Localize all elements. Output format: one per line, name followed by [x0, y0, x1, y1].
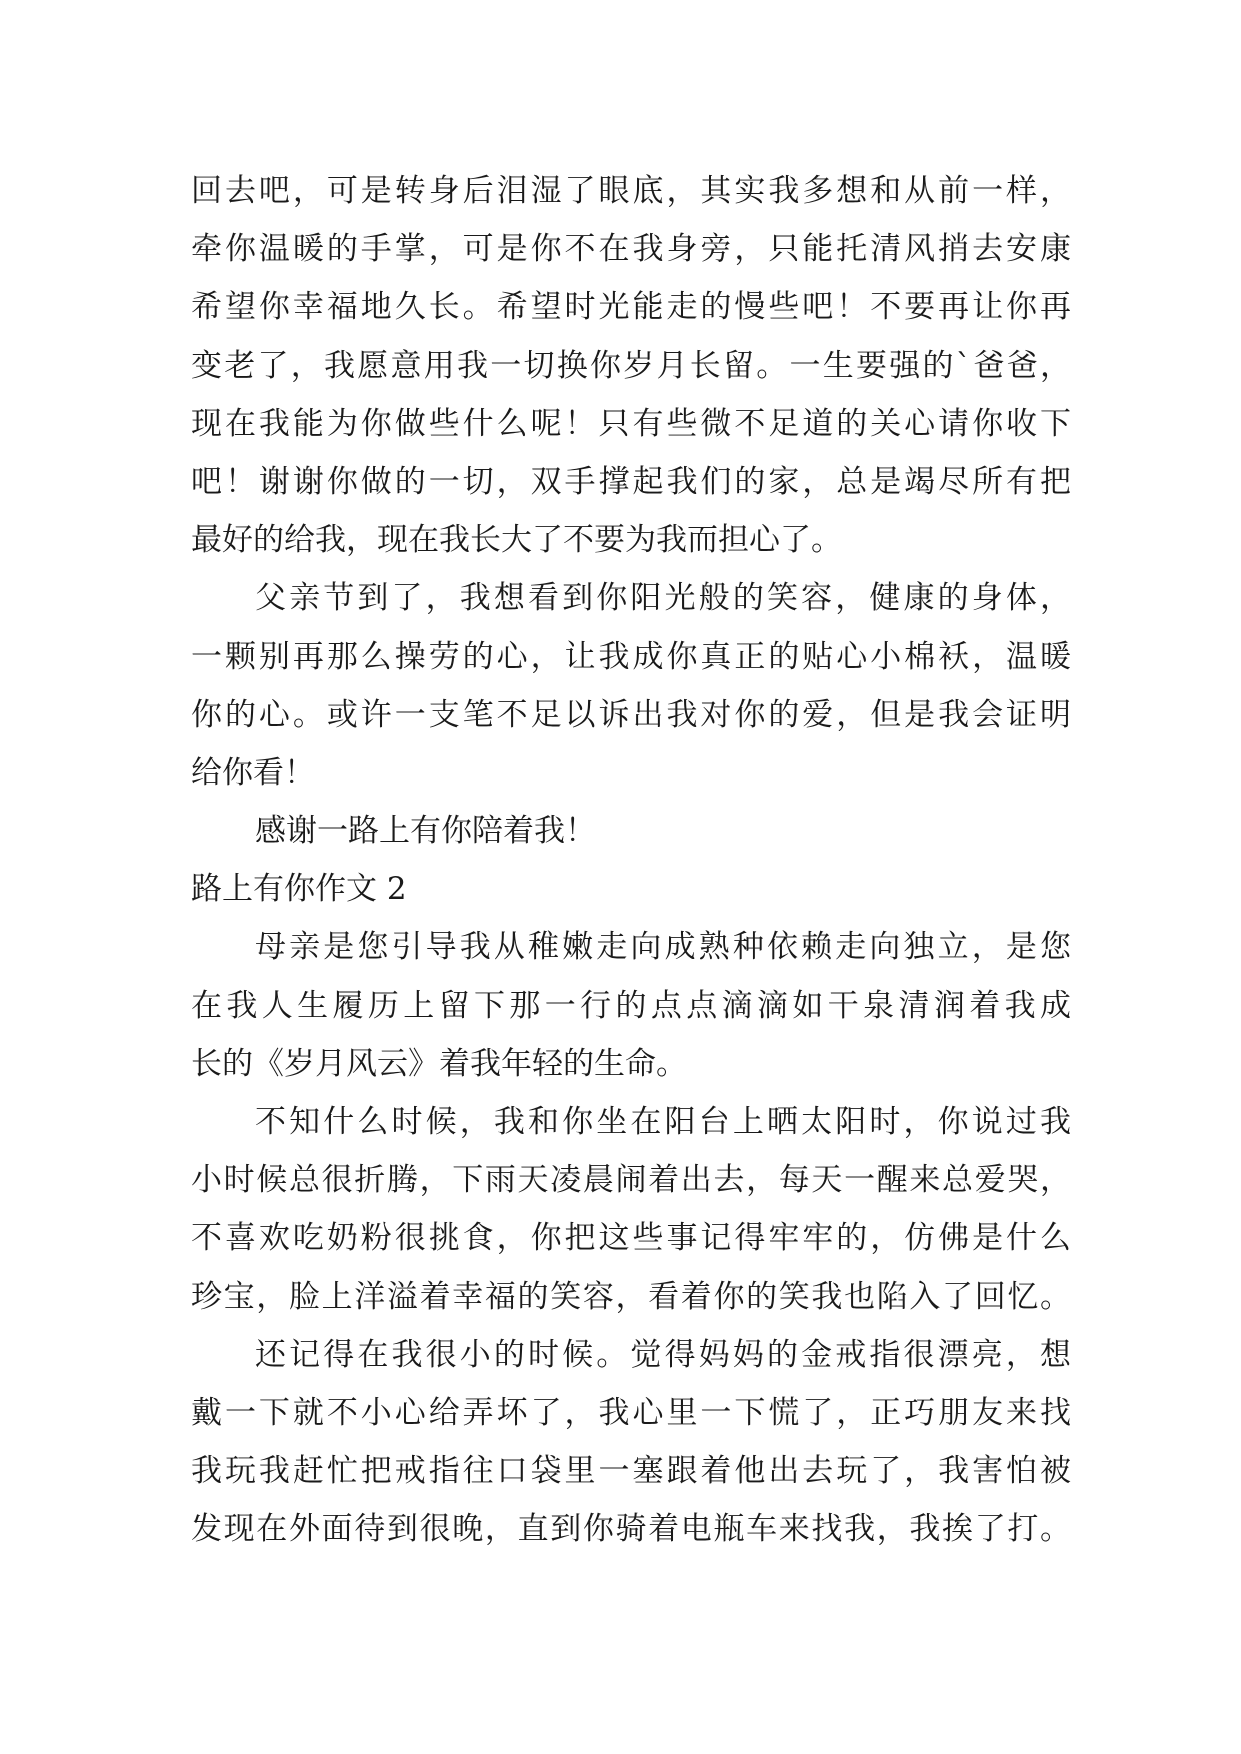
text-line: 我玩我赶忙把戒指往口袋里一塞跟着他出去玩了，我害怕被	[191, 1453, 1071, 1490]
text-line: 珍宝，脸上洋溢着幸福的笑容，看着你的笑我也陷入了回忆。	[191, 1278, 1071, 1315]
text-line: 感谢一路上有你陪着我！	[255, 813, 596, 850]
text-line: 最好的给我，现在我长大了不要为我而担心了。	[191, 522, 842, 559]
text-line: 希望你幸福地久长。希望时光能走的慢些吧！不要再让你再	[191, 289, 1071, 326]
text-line: 给你看！	[191, 754, 315, 791]
document-body	[191, 162, 1071, 1559]
text-line: 一颗别再那么操劳的心，让我成你真正的贴心小棉袄，温暖	[191, 638, 1071, 675]
text-line: 你的心。或许一支笔不足以诉出我对你的爱，但是我会证明	[191, 696, 1071, 733]
text-line: 在我人生履历上留下那一行的点点滴滴如干泉清润着我成	[191, 987, 1071, 1024]
text-line: 戴一下就不小心给弄坏了，我心里一下慌了，正巧朋友来找	[191, 1394, 1071, 1431]
text-line: 发现在外面待到很晚，直到你骑着电瓶车来找我，我挨了打。	[191, 1511, 1071, 1548]
text-line: 不知什么时候，我和你坐在阳台上晒太阳时，你说过我	[255, 1104, 1071, 1140]
text-line: 变老了，我愿意用我一切换你岁月长留。一生要强的`爸爸，	[191, 347, 1071, 384]
section-heading: 路上有你作文 2	[191, 871, 407, 908]
text-line: 回去吧，可是转身后泪湿了眼底，其实我多想和从前一样，	[191, 173, 1071, 209]
text-line: 吧！谢谢你做的一切，双手撑起我们的家，总是竭尽所有把	[191, 463, 1071, 500]
text-line: 父亲节到了，我想看到你阳光般的笑容，健康的身体，	[255, 580, 1071, 617]
text-line: 还记得在我很小的时候。觉得妈妈的金戒指很漂亮，想	[255, 1336, 1071, 1373]
text-line: 现在我能为你做些什么呢！只有些微不足道的关心请你收下	[191, 405, 1071, 442]
text-line: 不喜欢吃奶粉很挑食，你把这些事记得牢牢的，仿佛是什么	[191, 1220, 1071, 1257]
text-line: 母亲是您引导我从稚嫩走向成熟种依赖走向独立，是您	[255, 929, 1071, 966]
text-line: 小时候总很折腾，下雨天凌晨闹着出去，每天一醒来总爱哭，	[191, 1162, 1071, 1199]
text-line: 长的《岁月风云》着我年轻的生命。	[191, 1045, 687, 1082]
text-line: 牵你温暖的手掌，可是你不在我身旁，只能托清风捎去安康	[191, 231, 1071, 268]
